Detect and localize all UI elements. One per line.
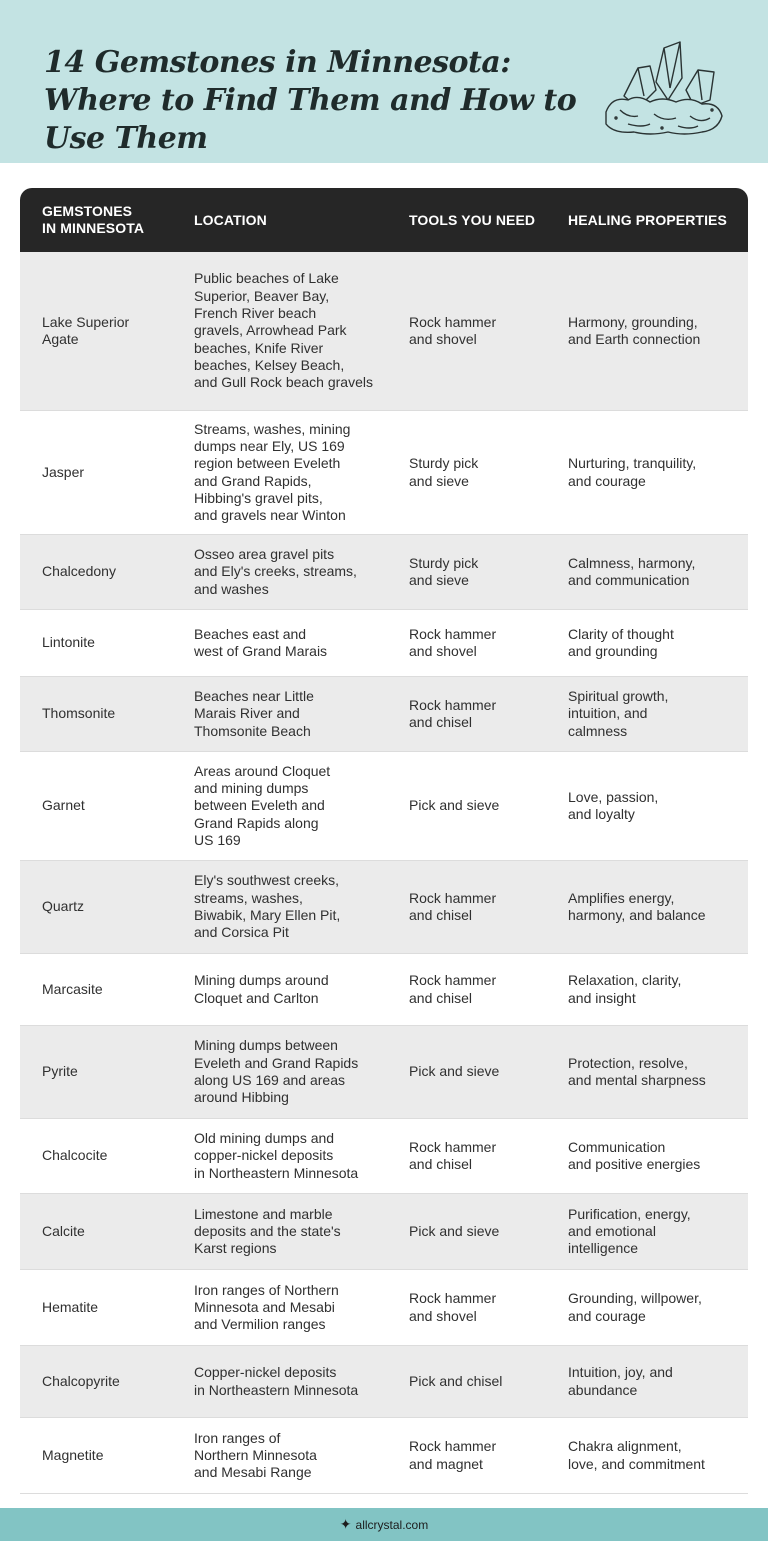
crystal-cluster-icon: [598, 38, 726, 138]
cell-healing: Spiritual growth, intuition, and calmness: [568, 688, 669, 739]
cell-healing: Nurturing, tranquility, and courage: [568, 455, 697, 489]
table-row: [20, 610, 748, 677]
cell-gemstone: Lake Superior Agate: [42, 313, 130, 347]
cell-location: Streams, washes, mining dumps near Ely, US 169 region between Eveleth and Grand Rapids, Hibbing's gravel pits, and gravels near Winton: [194, 420, 351, 524]
table-row: [20, 252, 748, 411]
cell-healing: Grounding, willpower, and courage: [568, 1290, 702, 1324]
cell-location: Iron ranges of Northern Minnesota and Mesabi Range: [194, 1429, 317, 1481]
cell-tools: Rock hammer and chisel: [409, 696, 497, 730]
cell-gemstone: Chalcocite: [42, 1147, 108, 1164]
cell-healing: Clarity of thought and grounding: [568, 625, 674, 659]
cell-gemstone: Calcite: [42, 1222, 85, 1239]
cell-location: Public beaches of Lake Superior, Beaver Bay, French River beach gravels, Arrowhead Park beaches, Knife River beaches, Kelsey Beach, and Gull Rock beach gravels: [194, 270, 373, 391]
table-row: [20, 411, 748, 535]
cell-tools: Pick and chisel: [409, 1372, 503, 1389]
cell-healing: Harmony, grounding, and Earth connection: [568, 313, 701, 347]
table-row: [20, 752, 748, 861]
cell-gemstone: Thomsonite: [42, 705, 116, 722]
cell-tools: Sturdy pick and sieve: [409, 455, 479, 489]
column-header-location: LOCATION: [194, 211, 267, 228]
cell-healing: Protection, resolve, and mental sharpness: [568, 1054, 706, 1088]
page-title: 14 Gemstones in Minnesota: Where to Find Them and How to Use Them: [44, 45, 577, 156]
cell-healing: Purification, energy, and emotional intelligence: [568, 1205, 691, 1257]
cell-tools: Pick and sieve: [409, 1222, 500, 1239]
cell-gemstone: Jasper: [42, 463, 85, 480]
cell-gemstone: Chalcopyrite: [42, 1372, 120, 1389]
table-row: [20, 1270, 748, 1346]
footer-site-link[interactable]: allcrystal.com: [355, 1517, 429, 1532]
cell-location: Iron ranges of Northern Minnesota and Mesabi and Vermilion ranges: [194, 1281, 339, 1333]
table-row: [20, 1194, 748, 1270]
cell-gemstone: Hematite: [42, 1298, 99, 1315]
cell-gemstone: Garnet: [42, 797, 85, 814]
cell-tools: Rock hammer and chisel: [409, 972, 497, 1006]
cell-gemstone: Marcasite: [42, 980, 103, 997]
cell-location: Osseo area gravel pits and Ely's creeks, streams, and washes: [194, 546, 357, 597]
cell-tools: Rock hammer and shovel: [409, 313, 497, 347]
cell-location: Copper-nickel deposits in Northeastern Minnesota: [194, 1364, 359, 1398]
table-row: [20, 535, 748, 610]
table-row: [20, 677, 748, 752]
table-row: [20, 1119, 748, 1194]
cell-location: Areas around Cloquet and mining dumps between Eveleth and Grand Rapids along US 169: [194, 762, 331, 848]
cell-location: Beaches near Little Marais River and Thomsonite Beach: [194, 688, 314, 739]
table-row: [20, 1026, 748, 1119]
cell-tools: Pick and sieve: [409, 797, 500, 814]
gemstones-table: [20, 188, 748, 1494]
table-header: [20, 188, 748, 252]
column-header-gemstones: GEMSTONES IN MINNESOTA: [42, 203, 145, 236]
cell-gemstone: Quartz: [42, 898, 85, 915]
table-row: [20, 1418, 748, 1494]
cell-location: Mining dumps between Eveleth and Grand Rapids along US 169 and areas around Hibbing: [194, 1037, 359, 1106]
cell-tools: Rock hammer and magnet: [409, 1438, 497, 1472]
cell-tools: Rock hammer and chisel: [409, 889, 497, 923]
cell-location: Mining dumps around Cloquet and Carlton: [194, 972, 329, 1006]
cell-tools: Rock hammer and shovel: [409, 625, 497, 659]
column-header-healing: HEALING PROPERTIES: [568, 211, 727, 228]
cell-location: Beaches east and west of Grand Marais: [194, 625, 328, 659]
cell-gemstone: Lintonite: [42, 634, 95, 651]
cell-gemstone: Magnetite: [42, 1446, 104, 1463]
cell-location: Ely's southwest creeks, streams, washes, Biwabik, Mary Ellen Pit, and Corsica Pit: [194, 872, 341, 941]
table-row: [20, 954, 748, 1026]
cell-healing: Chakra alignment, love, and commitment: [568, 1438, 705, 1472]
footer-bar: [0, 1508, 768, 1541]
cell-location: Old mining dumps and copper-nickel deposits in Northeastern Minnesota: [194, 1130, 359, 1181]
cell-healing: Communication and positive energies: [568, 1138, 701, 1172]
cell-healing: Calmness, harmony, and communication: [568, 554, 696, 588]
cell-location: Limestone and marble deposits and the state's Karst regions: [194, 1205, 341, 1257]
table-row: [20, 861, 748, 954]
table-row: [20, 1346, 748, 1418]
cell-healing: Amplifies energy, harmony, and balance: [568, 889, 706, 923]
cell-tools: Rock hammer and chisel: [409, 1138, 497, 1172]
cell-gemstone: Chalcedony: [42, 563, 116, 580]
cell-healing: Relaxation, clarity, and insight: [568, 972, 682, 1006]
cell-tools: Pick and sieve: [409, 1063, 500, 1080]
sparkle-star-icon: ✦: [339, 1516, 352, 1532]
cell-gemstone: Pyrite: [42, 1063, 78, 1080]
cell-healing: Intuition, joy, and abundance: [568, 1364, 673, 1398]
cell-tools: Rock hammer and shovel: [409, 1290, 497, 1324]
cell-tools: Sturdy pick and sieve: [409, 554, 479, 588]
cell-healing: Love, passion, and loyalty: [568, 788, 659, 822]
column-header-tools: TOOLS YOU NEED: [409, 211, 536, 228]
header-banner: [0, 0, 768, 163]
